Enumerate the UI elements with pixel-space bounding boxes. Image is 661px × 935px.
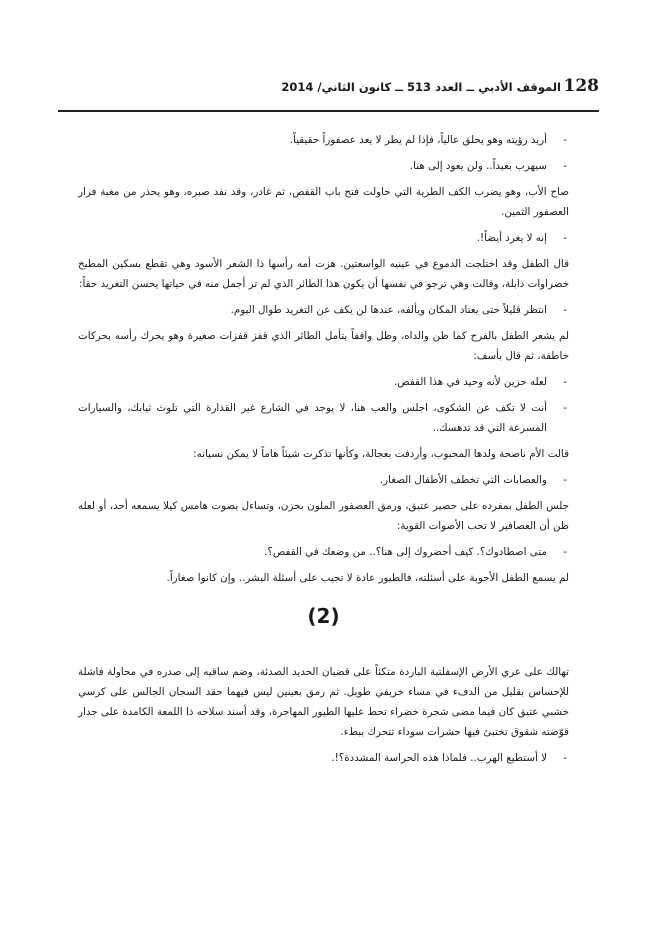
section-number: (2) <box>307 604 340 628</box>
dialogue-line: - أريد رؤيته وهو يحلق عالياً، فإذا لم يطر لا يعد عصفوراً حقيقياً. <box>78 130 569 150</box>
page-header <box>58 70 599 112</box>
dialogue-line: - أنت لا تكف عن الشكوى، اجلس والعب هنا، لا يوجد في الشارع غير القذارة التي تلوث ثيابك، والسيارات المسرعة التي قد تدهسك.. <box>78 398 569 438</box>
paragraph: صاح الأب، وهو يضرب الكف الطرية التي حاولت فتح باب القفص، ثم غادر، وقد نفد صبره، وهو يحذر من مغبة فرار العصفور الثمين. <box>78 186 569 218</box>
section-one <box>78 130 569 588</box>
paragraph: قال الطفل وقد اختلجت الدموع في عينيه الواسعتين. هزت أمه رأسها ذا الشعر الأسود وهي تقطع بسكين المطبخ خضراوات ذابلة، وقالت وهي ترجو في نفسها أن يكون هذا الطائر الذي لم تر أجمل منه في حياتها يحسن التغريد حقاً: <box>78 258 569 290</box>
paragraph: جلس الطفل بمفرده على حصير عتيق، ورمق العصفور الملون بحزن، وتساءل بصوت هامس كيلا يسمعه أحد، أو لعله ظن أن العصافير لا تحب الأصوات القوية: <box>78 500 569 532</box>
paragraph: تهالك على عري الأرض الإسفلتية الباردة متكئاً على قضبان الحديد الصدئة، وضم ساقيه إلى صدره في محاولة فاشلة للإحساس بقليل من الدفء في مساء خريفي طويل. ثم رمق بعينين ليس فيهما حقد السجان الجالس على كرسي خشبي عتيق كان فيما مضى شجرة خضراء تحط عليها الطيور المهاجرة، وقد أسند سلاحه ذا اللمعة الكامدة على جدار قوّضته شقوق تختبئ فيها حشرات سوداء تتحرك ببطء. <box>78 666 569 738</box>
article-body <box>78 130 569 774</box>
dialogue-line: - والعصابات التي تخطف الأطفال الصغار. <box>78 470 569 490</box>
section-two <box>78 662 569 768</box>
dialogue-line: - سيهرب بعيداً.. ولن يعود إلى هنا. <box>78 156 569 176</box>
paragraph: قالت الأم ناصحة ولدها المحبوب، وأردفت بعجالة، وكأنها تذكرت شيئاً هاماً لا يمكن نسيانه: <box>193 448 569 460</box>
paragraph: لم يسمع الطفل الأجوبة على أسئلته، فالطيور عادة لا تجيب على أسئلة البشر.. وإن كانوا صغاراً. <box>166 572 569 584</box>
page-number: 128 <box>563 76 599 96</box>
dialogue-line: - لا أستطيع الهرب.. فلماذا هذه الحراسة المشددة؟!. <box>78 748 569 768</box>
dialogue-line: - إنه لا يغرد أيضاً!. <box>78 228 569 248</box>
dialogue-line: - انتظر قليلاً حتى يعتاد المكان ويألفه، عندها لن يكف عن التغريد طوال اليوم. <box>78 300 569 320</box>
dialogue-line: - متى اصطادوك؟. كيف أحضروك إلى هنا؟.. من وضعك في القفص؟. <box>78 542 569 562</box>
running-head: الموقف الأدبي ــ العدد 513 ــ كانون الثاني/ 2014 <box>281 80 561 94</box>
paragraph: لم يشعر الطفل بالفرح كما ظن والداه، وظل واقفاً يتأمل الطائر الذي قفز قفزات صغيرة وهو يحرك رأسه بحركات خاطفة، ثم قال بأسف: <box>78 330 569 362</box>
dialogue-line: - لعله حزين لأنه وحيد في هذا القفص. <box>78 372 569 392</box>
